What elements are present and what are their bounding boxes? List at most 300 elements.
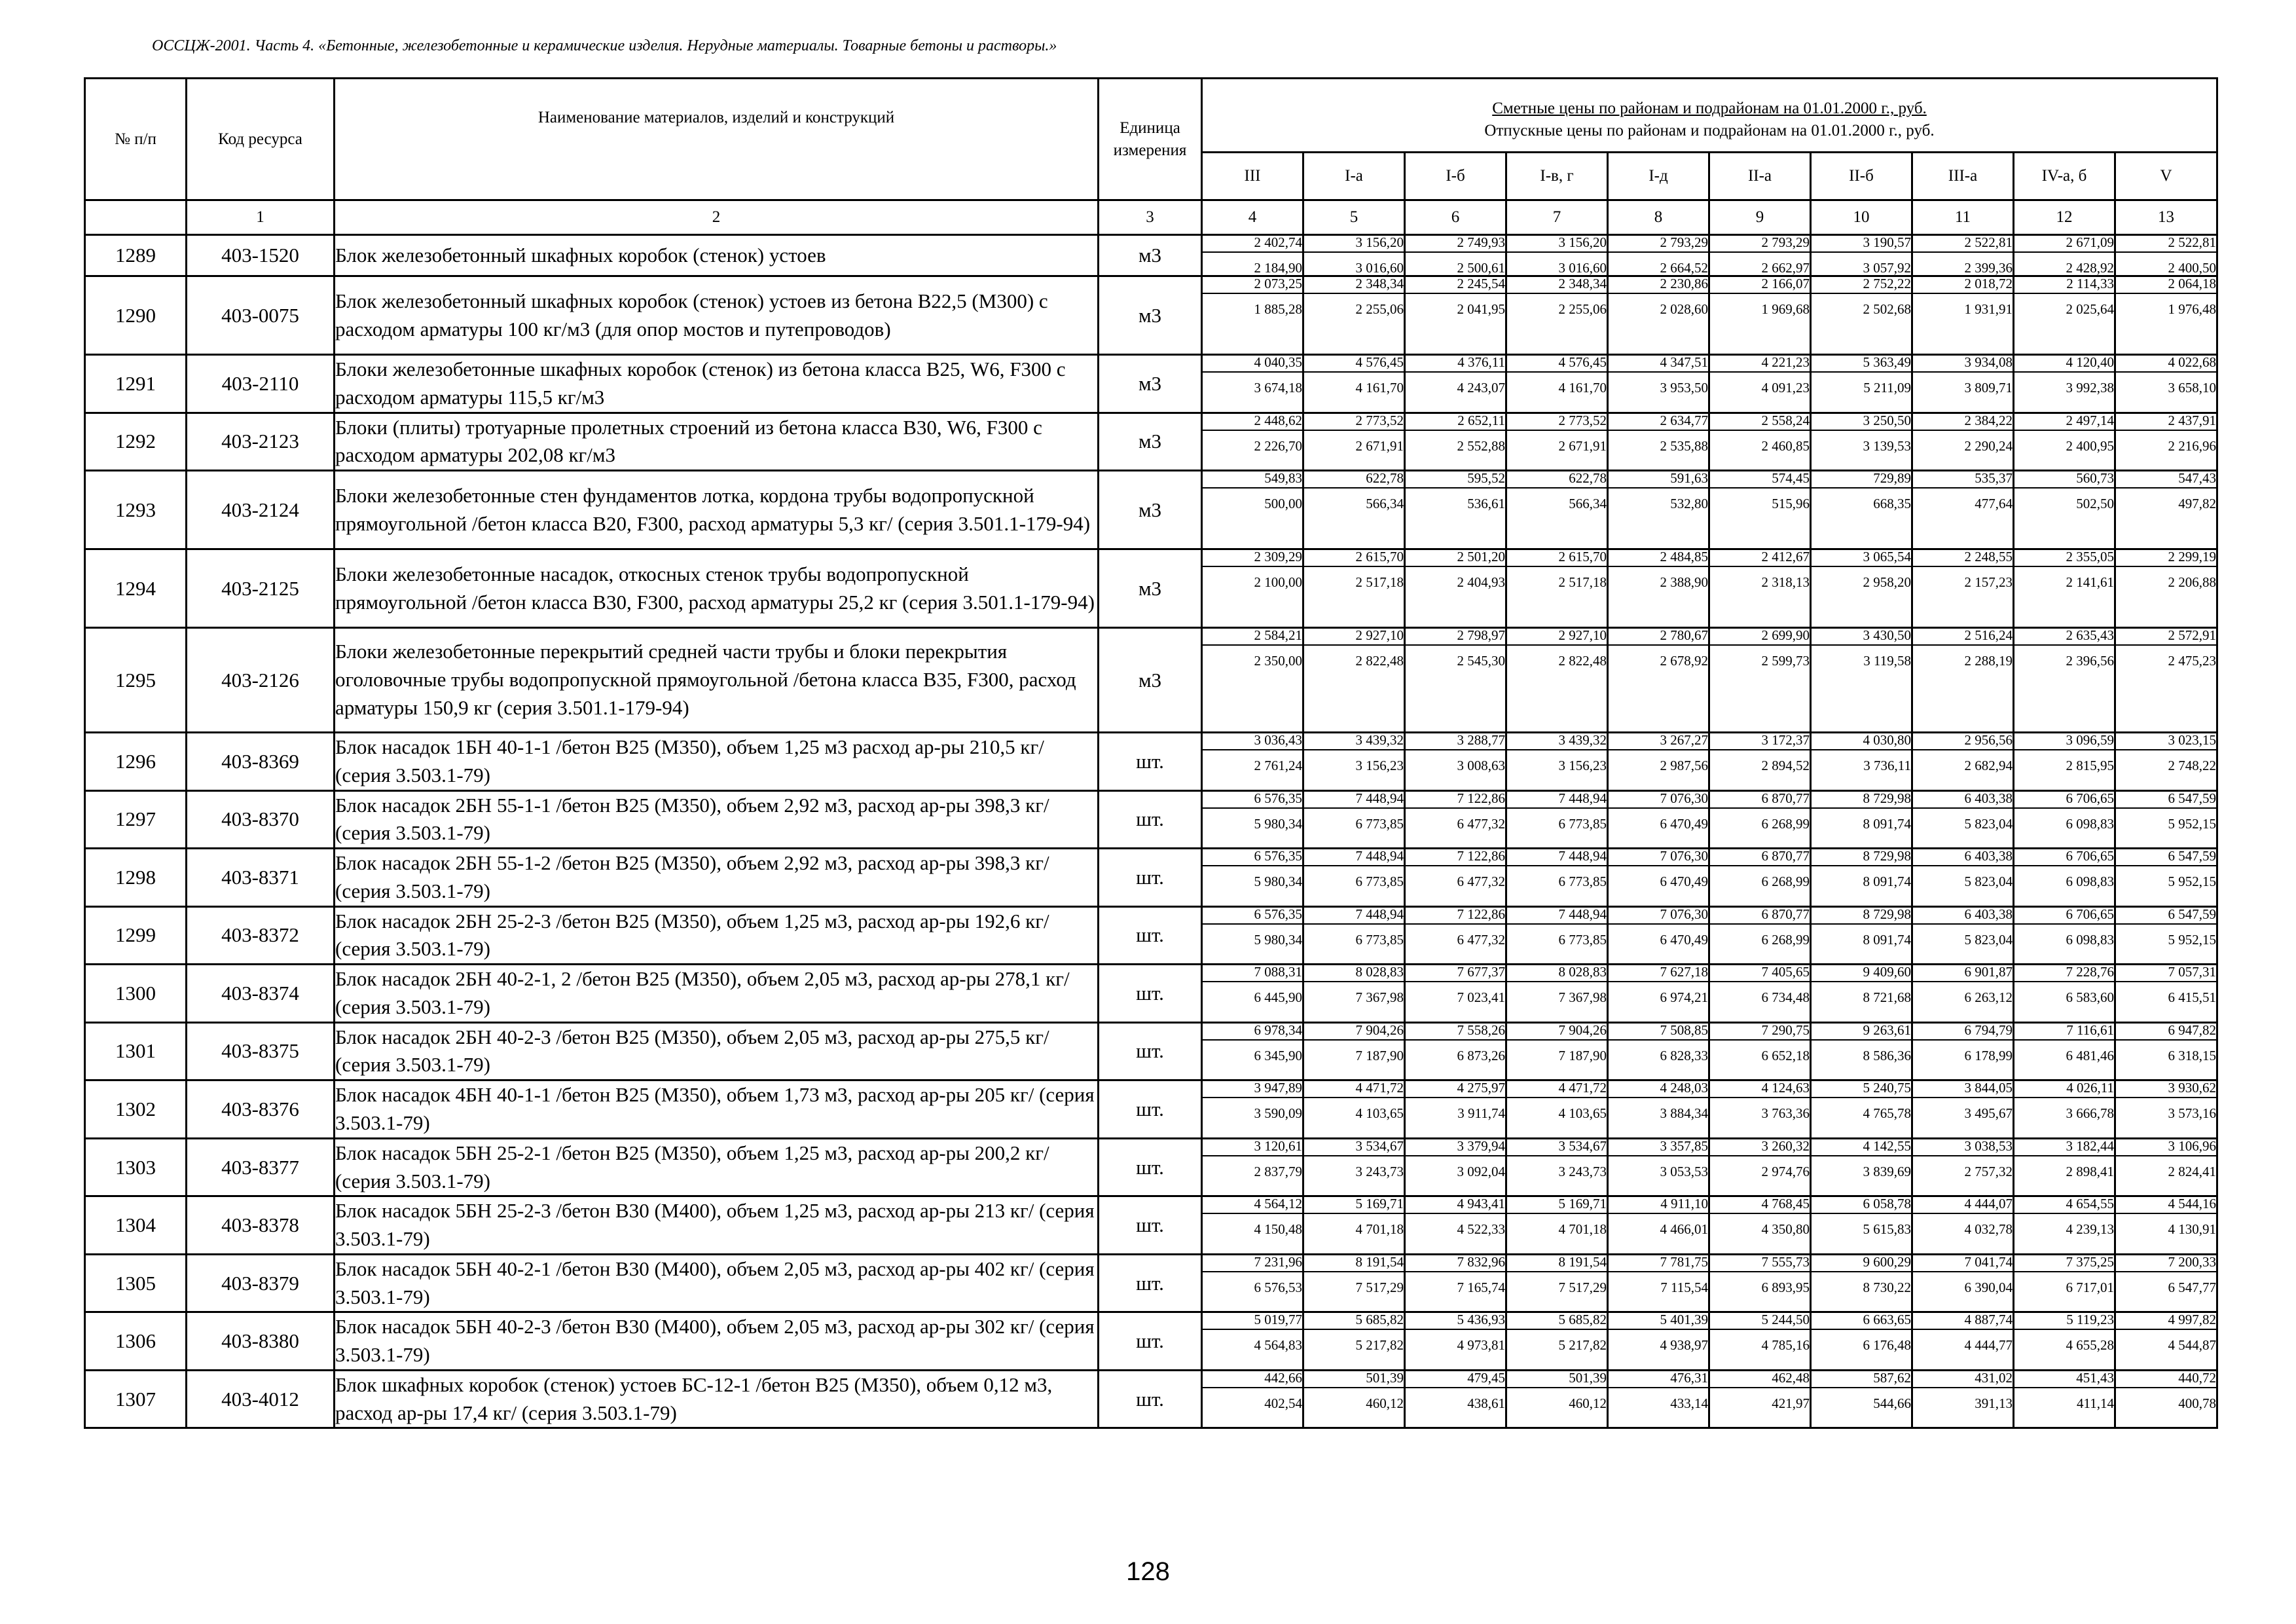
unit-of-measure: м3 <box>1099 355 1202 413</box>
release-price: 421,97 <box>1772 1395 1810 1411</box>
estimate-price: 7 904,26 <box>1507 1024 1607 1041</box>
price-cell <box>1811 1022 1912 1080</box>
price-cell <box>1608 1196 1709 1255</box>
estimate-price: 4 887,74 <box>1913 1313 2013 1330</box>
price-cell <box>2115 1254 2217 1312</box>
release-price: 4 701,18 <box>1355 1221 1404 1238</box>
price-cell <box>1405 235 1506 276</box>
release-price: 5 823,04 <box>1964 874 2013 890</box>
estimate-price: 440,72 <box>2116 1371 2216 1388</box>
release-price: 2 226,70 <box>1254 437 1302 454</box>
estimate-price: 4 040,35 <box>1203 356 1302 373</box>
estimate-price: 7 627,18 <box>1609 965 1708 982</box>
estimate-price: 5 019,77 <box>1203 1313 1302 1330</box>
release-price: 6 263,12 <box>1964 989 2013 1006</box>
material-name: Блок насадок 2БН 40-2-3 /бетон В25 (М350), объем 2,05 м3, расход ар-ры 275,5 кг/ (серия 3.503.1-79) <box>335 1022 1099 1080</box>
header-row <box>85 79 2217 153</box>
estimate-price: 2 773,52 <box>1304 414 1404 431</box>
release-price: 2 206,88 <box>2168 574 2217 591</box>
release-price: 5 615,83 <box>1863 1221 1911 1238</box>
estimate-price: 3 439,32 <box>1507 733 1607 750</box>
release-price: 6 773,85 <box>1558 874 1607 890</box>
price-cell <box>1405 1196 1506 1255</box>
price-cell <box>1303 906 1405 965</box>
column-header-np: № п/п <box>85 79 187 200</box>
unit-of-measure: шт. <box>1099 1080 1202 1139</box>
region-header: V <box>2115 153 2217 200</box>
estimate-price: 6 947,82 <box>2116 1024 2216 1041</box>
row-number: 1297 <box>85 790 187 849</box>
unit-of-measure: шт. <box>1099 1022 1202 1080</box>
price-cell <box>2014 1196 2115 1255</box>
release-price: 438,61 <box>1467 1395 1505 1411</box>
release-price: 4 522,33 <box>1457 1221 1505 1238</box>
release-price: 2 428,92 <box>2066 260 2114 276</box>
release-price: 3 008,63 <box>1457 758 1505 774</box>
row-number: 1293 <box>85 471 187 549</box>
release-price: 2 958,20 <box>1863 574 1911 591</box>
table-row <box>85 471 2217 549</box>
price-cell <box>1912 1022 2014 1080</box>
row-number: 1298 <box>85 849 187 907</box>
release-price: 2 157,23 <box>1964 574 2013 591</box>
release-price: 6 734,48 <box>1761 989 1810 1006</box>
price-cell <box>1202 790 1303 849</box>
material-name: Блок насадок 4БН 40-1-1 /бетон В25 (М350), объем 1,73 м3, расход ар-ры 205 кг/ (серия 3.503.1-79) <box>335 1080 1099 1139</box>
price-cell <box>1608 471 1709 549</box>
column-header-code: Код ресурса <box>187 79 335 200</box>
estimate-price: 2 497,14 <box>2014 414 2114 431</box>
release-price: 2 255,06 <box>1355 301 1404 317</box>
estimate-price: 6 870,77 <box>1710 849 1810 866</box>
price-cell <box>1506 733 1608 791</box>
price-cell <box>2115 849 2217 907</box>
estimate-price: 2 245,54 <box>1406 277 1505 294</box>
estimate-price: 7 290,75 <box>1710 1024 1810 1041</box>
price-cell <box>2014 549 2115 628</box>
price-cell <box>1405 355 1506 413</box>
release-price: 3 884,34 <box>1660 1105 1708 1122</box>
estimate-price: 6 978,34 <box>1203 1024 1302 1041</box>
price-cell <box>1303 1022 1405 1080</box>
release-price: 2 898,41 <box>2066 1163 2114 1179</box>
price-cell <box>1202 1138 1303 1196</box>
material-name: Блок насадок 2БН 25-2-3 /бетон В25 (М350), объем 1,25 м3, расход ар-ры 192,6 кг/ (серия 3.503.1-79) <box>335 906 1099 965</box>
price-cell <box>1912 965 2014 1023</box>
release-price: 7 187,90 <box>1558 1047 1607 1063</box>
release-price: 6 893,95 <box>1761 1279 1810 1295</box>
price-cell <box>2115 1138 2217 1196</box>
price-cell <box>1709 549 1811 628</box>
price-cell <box>1912 790 2014 849</box>
table-row <box>85 849 2217 907</box>
estimate-price: 4 576,45 <box>1304 356 1404 373</box>
document-header: ОССЦЖ-2001. Часть 4. «Бетонные, железобетонные и керамические изделия. Нерудные материалы. Товарные бетоны и растворы.» <box>152 37 1057 54</box>
price-cell <box>1506 1080 1608 1139</box>
estimate-price: 9 600,29 <box>1812 1255 1911 1272</box>
estimate-price: 7 057,31 <box>2116 965 2216 982</box>
price-cell <box>1608 628 1709 733</box>
release-price: 400,78 <box>2178 1395 2217 1411</box>
release-price: 5 952,15 <box>2168 874 2217 890</box>
price-cell <box>1202 1196 1303 1255</box>
estimate-price: 2 501,20 <box>1406 550 1505 567</box>
row-number: 1301 <box>85 1022 187 1080</box>
estimate-price: 7 076,30 <box>1609 908 1708 925</box>
estimate-price: 431,02 <box>1913 1371 2013 1388</box>
release-price: 6 445,90 <box>1254 989 1302 1006</box>
region-header: II-б <box>1811 153 1912 200</box>
price-cell <box>1709 628 1811 733</box>
release-price: 6 652,18 <box>1761 1047 1810 1063</box>
material-name: Блоки железобетонные насадок, откосных стенок трубы водопропускной прямоугольной /бетон класса В30, F300, расход арматуры 25,2 кг (серия 3.501.1-179-94) <box>335 549 1099 628</box>
price-cell <box>1912 1370 2014 1428</box>
release-price: 6 873,26 <box>1457 1047 1505 1063</box>
price-cell <box>1608 906 1709 965</box>
estimate-price: 560,73 <box>2014 471 2114 489</box>
region-header: II-а <box>1709 153 1811 200</box>
price-cell <box>1506 906 1608 965</box>
price-cell <box>1811 628 1912 733</box>
release-price: 2 388,90 <box>1660 574 1708 591</box>
release-price: 4 444,77 <box>1964 1337 2013 1354</box>
release-price: 6 470,49 <box>1660 874 1708 890</box>
price-cell <box>1811 1196 1912 1255</box>
price-cell <box>1709 906 1811 965</box>
release-price: 2 288,19 <box>1964 653 2013 669</box>
table-row <box>85 355 2217 413</box>
price-cell <box>1506 1254 1608 1312</box>
estimate-price: 8 729,98 <box>1812 908 1911 925</box>
price-cell <box>1709 471 1811 549</box>
release-price: 6 098,83 <box>2066 815 2114 832</box>
price-cell <box>1303 276 1405 355</box>
release-price: 3 016,60 <box>1558 260 1607 276</box>
release-price: 3 911,74 <box>1457 1105 1505 1122</box>
estimate-price: 2 018,72 <box>1913 277 2013 294</box>
estimate-price: 3 379,94 <box>1406 1139 1505 1156</box>
price-cell <box>1811 276 1912 355</box>
release-price: 402,54 <box>1264 1395 1302 1411</box>
release-price: 2 748,22 <box>2168 758 2217 774</box>
estimate-price: 2 384,22 <box>1913 414 2013 431</box>
price-cell <box>1811 471 1912 549</box>
release-price: 1 885,28 <box>1254 301 1302 317</box>
table-row <box>85 733 2217 791</box>
price-cell <box>2014 276 2115 355</box>
estimate-price: 2 793,29 <box>1710 236 1810 253</box>
price-cell <box>1811 849 1912 907</box>
price-cell <box>2115 276 2217 355</box>
estimate-price: 6 706,65 <box>2014 792 2114 809</box>
estimate-price: 7 448,94 <box>1507 792 1607 809</box>
estimate-price: 6 403,38 <box>1913 849 2013 866</box>
estimate-price: 6 870,77 <box>1710 908 1810 925</box>
resource-code: 403-8379 <box>187 1254 335 1312</box>
resource-code: 403-2125 <box>187 549 335 628</box>
column-number: 3 <box>1099 200 1202 235</box>
estimate-price: 549,83 <box>1203 471 1302 489</box>
price-cell <box>1709 1254 1811 1312</box>
price-cell <box>1709 355 1811 413</box>
release-price: 2 987,56 <box>1660 758 1708 774</box>
price-cell <box>1405 1022 1506 1080</box>
release-price: 2 318,13 <box>1761 574 1810 591</box>
price-cell <box>2115 1312 2217 1371</box>
release-price: 3 119,58 <box>1863 653 1911 669</box>
estimate-price: 7 448,94 <box>1507 849 1607 866</box>
price-cell <box>1506 628 1608 733</box>
table-row <box>85 413 2217 471</box>
price-title-estimate: Сметные цены по районам и подрайонам на 01.01.2000 г., руб. <box>1492 100 1927 118</box>
release-price: 2 545,30 <box>1457 653 1505 669</box>
column-number: 11 <box>1912 200 2014 235</box>
release-price: 532,80 <box>1670 496 1708 512</box>
release-price: 2 041,95 <box>1457 301 1505 317</box>
price-cell <box>1811 965 1912 1023</box>
material-name: Блок насадок 2БН 40-2-1, 2 /бетон В25 (М350), объем 2,05 м3, расход ар-ры 278,1 кг/ (серия 3.503.1-79) <box>335 965 1099 1023</box>
price-cell <box>1202 235 1303 276</box>
price-cell <box>1202 1312 1303 1371</box>
release-price: 6 470,49 <box>1660 815 1708 832</box>
material-name: Блок насадок 5БН 25-2-1 /бетон В25 (М350), объем 1,25 м3, расход ар-ры 200,2 кг/ (серия 3.503.1-79) <box>335 1138 1099 1196</box>
column-number-blank <box>85 200 187 235</box>
release-price: 2 517,18 <box>1355 574 1404 591</box>
release-price: 7 517,29 <box>1558 1279 1607 1295</box>
release-price: 8 091,74 <box>1863 815 1911 832</box>
estimate-price: 2 584,21 <box>1203 629 1302 646</box>
release-price: 500,00 <box>1264 496 1302 512</box>
release-price: 8 730,22 <box>1863 1279 1911 1295</box>
price-cell <box>1405 906 1506 965</box>
estimate-price: 6 547,59 <box>2116 792 2216 809</box>
price-cell <box>2014 1022 2115 1080</box>
resource-code: 403-8378 <box>187 1196 335 1255</box>
estimate-price: 3 288,77 <box>1406 733 1505 750</box>
price-cell <box>2014 628 2115 733</box>
column-number-row <box>85 200 2217 235</box>
price-cell <box>1608 790 1709 849</box>
page-number: 128 <box>1126 1557 1170 1586</box>
price-cell <box>1506 355 1608 413</box>
price-cell <box>2014 790 2115 849</box>
price-table <box>84 77 2218 1429</box>
estimate-price: 7 122,86 <box>1406 849 1505 866</box>
material-name: Блок насадок 2БН 55-1-1 /бетон В25 (М350), объем 2,92 м3, расход ар-ры 398,3 кг/ (серия 3.503.1-79) <box>335 790 1099 849</box>
table-row <box>85 906 2217 965</box>
estimate-price: 6 663,65 <box>1812 1313 1911 1330</box>
estimate-price: 7 448,94 <box>1507 908 1607 925</box>
release-price: 2 837,79 <box>1254 1163 1302 1179</box>
price-cell <box>1709 276 1811 355</box>
price-cell <box>1709 1312 1811 1371</box>
release-price: 7 165,74 <box>1457 1279 1505 1295</box>
release-price: 6 828,33 <box>1660 1047 1708 1063</box>
price-cell <box>1405 1138 1506 1196</box>
estimate-price: 3 182,44 <box>2014 1139 2114 1156</box>
release-price: 2 500,61 <box>1457 260 1505 276</box>
release-price: 7 187,90 <box>1355 1047 1404 1063</box>
row-number: 1289 <box>85 235 187 276</box>
resource-code: 403-1520 <box>187 235 335 276</box>
release-price: 6 773,85 <box>1558 815 1607 832</box>
price-group-header <box>1202 79 2217 153</box>
price-cell <box>1608 965 1709 1023</box>
price-cell <box>1912 235 2014 276</box>
release-price: 4 785,16 <box>1761 1337 1810 1354</box>
estimate-price: 2 248,55 <box>1913 550 2013 567</box>
table-body <box>85 235 2217 1428</box>
region-header: I-д <box>1608 153 1709 200</box>
release-price: 502,50 <box>2076 496 2114 512</box>
table-row <box>85 1254 2217 1312</box>
price-cell <box>1506 1022 1608 1080</box>
price-cell <box>1202 628 1303 733</box>
release-price: 6 773,85 <box>1355 874 1404 890</box>
estimate-price: 9 263,61 <box>1812 1024 1911 1041</box>
release-price: 2 100,00 <box>1254 574 1302 591</box>
release-price: 3 992,38 <box>2066 380 2114 396</box>
release-price: 391,13 <box>1975 1395 2013 1411</box>
estimate-price: 2 348,34 <box>1507 277 1607 294</box>
release-price: 460,12 <box>1569 1395 1607 1411</box>
estimate-price: 5 169,71 <box>1507 1197 1607 1214</box>
estimate-price: 595,52 <box>1406 471 1505 489</box>
resource-code: 403-4012 <box>187 1370 335 1428</box>
estimate-price: 2 749,93 <box>1406 236 1505 253</box>
price-cell <box>1709 733 1811 791</box>
material-name: Блок насадок 1БН 40-1-1 /бетон В25 (М350), объем 1,25 м3 расход ар-ры 210,5 кг/ (серия 3.503.1-79) <box>335 733 1099 791</box>
estimate-price: 2 615,70 <box>1304 550 1404 567</box>
estimate-price: 3 172,37 <box>1710 733 1810 750</box>
price-cell <box>1608 1138 1709 1196</box>
price-cell <box>1506 1196 1608 1255</box>
estimate-price: 7 904,26 <box>1304 1024 1404 1041</box>
price-cell <box>1608 413 1709 471</box>
release-price: 3 839,69 <box>1863 1163 1911 1179</box>
price-cell <box>1608 1254 1709 1312</box>
price-cell <box>2014 1080 2115 1139</box>
price-cell <box>1405 276 1506 355</box>
price-cell <box>1608 1022 1709 1080</box>
estimate-price: 4 026,11 <box>2014 1081 2114 1098</box>
price-cell <box>1202 549 1303 628</box>
price-cell <box>2115 628 2217 733</box>
material-name: Блок насадок 5БН 40-2-1 /бетон В30 (М400), объем 2,05 м3, расход ар-ры 402 кг/ (серия 3.503.1-79) <box>335 1254 1099 1312</box>
estimate-price: 6 547,59 <box>2116 849 2216 866</box>
price-cell <box>1303 790 1405 849</box>
column-number: 1 <box>187 200 335 235</box>
release-price: 2 535,88 <box>1660 437 1708 454</box>
release-price: 6 390,04 <box>1964 1279 2013 1295</box>
estimate-price: 729,89 <box>1812 471 1911 489</box>
release-price: 3 016,60 <box>1355 260 1404 276</box>
price-cell <box>1202 1080 1303 1139</box>
resource-code: 403-2110 <box>187 355 335 413</box>
estimate-price: 8 028,83 <box>1507 965 1607 982</box>
release-price: 433,14 <box>1670 1395 1708 1411</box>
release-price: 6 176,48 <box>1863 1337 1911 1354</box>
estimate-price: 4 544,16 <box>2116 1197 2216 1214</box>
release-price: 6 178,99 <box>1964 1047 2013 1063</box>
estimate-price: 7 448,94 <box>1304 792 1404 809</box>
release-price: 3 590,09 <box>1254 1105 1302 1122</box>
release-price: 4 544,87 <box>2168 1337 2217 1354</box>
release-price: 4 161,70 <box>1355 380 1404 396</box>
release-price: 6 576,53 <box>1254 1279 1302 1295</box>
price-cell <box>1811 1138 1912 1196</box>
price-cell <box>2014 1312 2115 1371</box>
price-cell <box>1608 1312 1709 1371</box>
estimate-price: 591,63 <box>1609 471 1708 489</box>
release-price: 4 103,65 <box>1355 1105 1404 1122</box>
estimate-price: 7 677,37 <box>1406 965 1505 982</box>
release-price: 4 130,91 <box>2168 1221 2217 1238</box>
estimate-price: 2 230,86 <box>1609 277 1708 294</box>
price-cell <box>1506 965 1608 1023</box>
column-number: 4 <box>1202 200 1303 235</box>
estimate-price: 2 558,24 <box>1710 414 1810 431</box>
material-name: Блок насадок 2БН 55-1-2 /бетон В25 (М350), объем 2,92 м3, расход ар-ры 398,3 кг/ (серия 3.503.1-79) <box>335 849 1099 907</box>
estimate-price: 6 058,78 <box>1812 1197 1911 1214</box>
estimate-price: 5 685,82 <box>1507 1313 1607 1330</box>
release-price: 2 662,97 <box>1761 260 1810 276</box>
release-price: 4 564,83 <box>1254 1337 1302 1354</box>
estimate-price: 8 028,83 <box>1304 965 1404 982</box>
price-cell <box>1709 235 1811 276</box>
row-number: 1307 <box>85 1370 187 1428</box>
price-cell <box>1811 355 1912 413</box>
price-cell <box>2115 549 2217 628</box>
column-number: 9 <box>1709 200 1811 235</box>
estimate-price: 2 635,43 <box>2014 629 2114 646</box>
estimate-price: 4 471,72 <box>1304 1081 1404 1098</box>
unit-of-measure: шт. <box>1099 906 1202 965</box>
estimate-price: 2 652,11 <box>1406 414 1505 431</box>
estimate-price: 442,66 <box>1203 1371 1302 1388</box>
price-cell <box>1912 1254 2014 1312</box>
release-price: 3 763,36 <box>1761 1105 1810 1122</box>
estimate-price: 2 927,10 <box>1304 629 1404 646</box>
release-price: 668,35 <box>1873 496 1911 512</box>
estimate-price: 3 930,62 <box>2116 1081 2216 1098</box>
price-cell <box>1811 733 1912 791</box>
estimate-price: 2 448,62 <box>1203 414 1302 431</box>
price-cell <box>1202 849 1303 907</box>
release-price: 477,64 <box>1975 496 2013 512</box>
release-price: 3 666,78 <box>2066 1105 2114 1122</box>
price-cell <box>1303 1254 1405 1312</box>
price-cell <box>1811 906 1912 965</box>
resource-code: 403-8369 <box>187 733 335 791</box>
estimate-price: 451,43 <box>2014 1371 2114 1388</box>
estimate-price: 2 927,10 <box>1507 629 1607 646</box>
estimate-price: 2 634,77 <box>1609 414 1708 431</box>
price-cell <box>1405 549 1506 628</box>
estimate-price: 3 430,50 <box>1812 629 1911 646</box>
unit-of-measure: шт. <box>1099 733 1202 791</box>
price-cell <box>1405 1080 1506 1139</box>
price-cell <box>1811 1370 1912 1428</box>
estimate-price: 2 671,09 <box>2014 236 2114 253</box>
release-price: 7 367,98 <box>1355 989 1404 1006</box>
release-price: 2 761,24 <box>1254 758 1302 774</box>
estimate-price: 7 508,85 <box>1609 1024 1708 1041</box>
price-cell <box>1811 1080 1912 1139</box>
release-price: 2 815,95 <box>2066 758 2114 774</box>
release-price: 2 290,24 <box>1964 437 2013 454</box>
release-price: 5 980,34 <box>1254 931 1302 948</box>
